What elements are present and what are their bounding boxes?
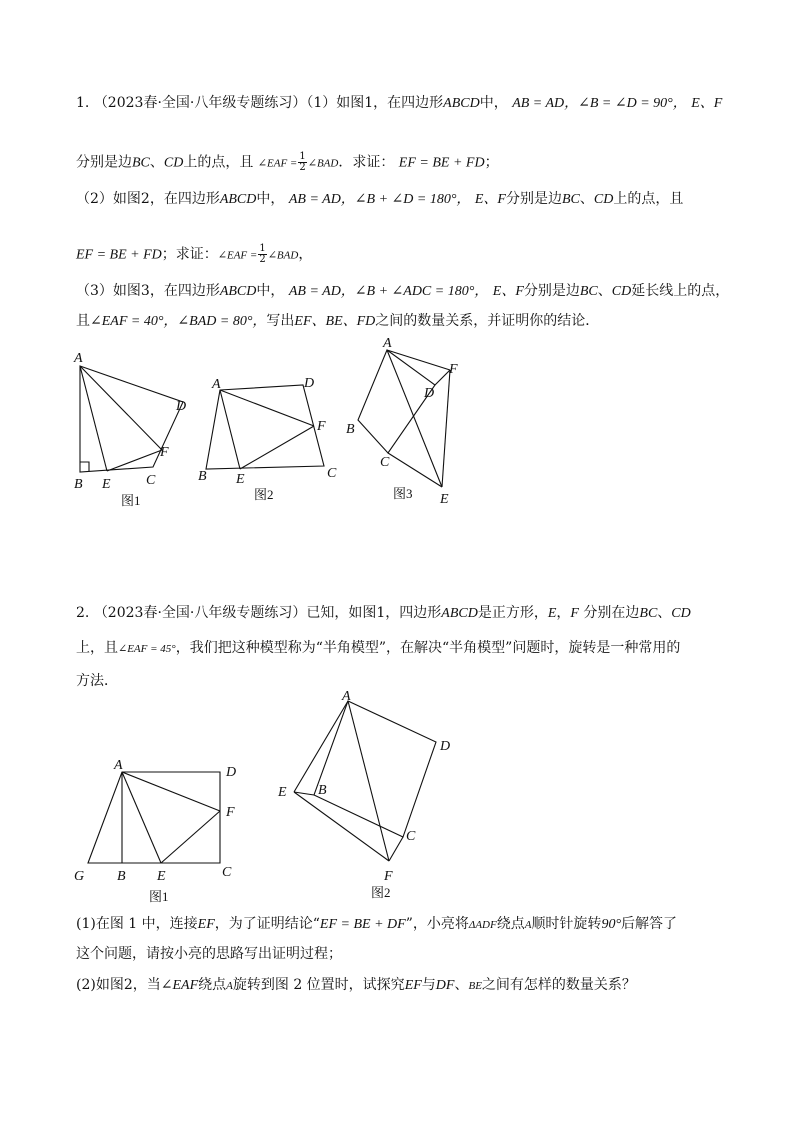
q1-p1-angle-lhs: ∠EAF = (257, 157, 298, 170)
q1-fig2-label-c: C (327, 466, 337, 481)
q2-angle: ∠EAF = 45° (118, 643, 176, 655)
q1-fig3-df (435, 370, 450, 385)
q1-fig2-caption: 图2 (254, 487, 274, 502)
q1-line6 (76, 312, 599, 331)
q1-p1-ef: E、F (691, 96, 723, 111)
q1-fig2-ae (220, 390, 240, 469)
q2-part2-a: (2)如图2，当 (76, 977, 161, 993)
q1-p3-condition: AB = AD，∠B + ∠ADC = 180°， (288, 284, 489, 299)
q1-fig3-ef (442, 370, 450, 487)
q1-fig3-label-a: A (383, 336, 392, 351)
q1-fig1-label-d: D (176, 399, 187, 414)
q2-part1-d: 绕点 (496, 916, 525, 932)
q2-line1 (76, 604, 691, 623)
q2-fig1-ef (161, 811, 220, 863)
q1-p3-ef: E、F (492, 284, 524, 299)
q2-fig2-label-d: D (440, 739, 451, 754)
q1-fig1-right-angle (80, 462, 89, 471)
q1-fig1-af (80, 366, 162, 450)
q2-line3-text: 方法． (76, 673, 118, 689)
q2-part1-degree: 90° (601, 917, 622, 932)
q2-line2 (76, 639, 680, 658)
q2-line3 (76, 672, 118, 690)
q1-p1-frac-num: 1 (299, 151, 306, 162)
q1-p3-intro: （3）如图3，在四边形 (76, 283, 220, 299)
q1-fig2-ef (240, 426, 314, 469)
q1-fig3-ce (388, 453, 442, 487)
q2-part1-line2-text: 这个问题，请按小亮的思路写出证明过程； (76, 946, 342, 962)
q1-p3-segments: EF、BE、FD (294, 314, 376, 329)
q1-p3-bc: BC (579, 284, 598, 299)
q2-part1-b: ，为了证明结论“ (214, 916, 320, 932)
q1-p3-line2c: 之间的数量关系，并证明你的结论． (375, 313, 600, 329)
q1-line5 (76, 282, 729, 301)
q2-fig2-label-e: E (278, 785, 287, 800)
q2-bc: BC (639, 606, 658, 621)
q1-fig2-label-e: E (236, 472, 245, 487)
q2-part2-point: A (226, 980, 233, 992)
q1-p1-cd: CD (163, 155, 184, 171)
q2-fig1-label-d: D (226, 765, 237, 780)
q1-p1-bc: BC (132, 155, 150, 171)
q1-fig3-label-d: D (424, 386, 435, 401)
q1-p3-line2a: 且 (76, 313, 90, 329)
q1-fig1-label-c: C (146, 473, 156, 488)
q1-p1-proof: ．求证： (338, 154, 395, 171)
q1-p2-frac-num: 1 (259, 243, 266, 254)
q1-p2-a: 分别是边 (505, 191, 562, 207)
q2-fig2-caption: 图2 (371, 885, 391, 900)
q2-line2b: ，我们把这种模型称为“半角模型”，在解决“半角模型”问题时，旋转是一种常用的 (175, 640, 681, 656)
q2-figure-2 (276, 688, 456, 898)
q2-part1-goal: EF = BE + DF (319, 917, 406, 932)
q2-part2-ef: EF (404, 978, 422, 993)
q2-part1-point: A (524, 919, 532, 931)
q2-e: E (547, 606, 557, 621)
q1-p1-frac-den: 2 (299, 162, 306, 173)
q1-p2-given: EF = BE + FD (76, 247, 162, 263)
q1-fig3-label-b: B (346, 422, 355, 437)
q2-fig2-af (348, 701, 389, 861)
q2-fig2-ae (294, 701, 348, 792)
q2-part1-f: 后解答了 (621, 916, 678, 932)
q1-p1-angle-rhs: ∠BAD (307, 157, 339, 170)
q2-part2-line (76, 976, 636, 995)
q2-part1-ef: EF (197, 917, 215, 932)
q1-p2-angle-lhs: ∠EAF = (217, 249, 258, 262)
q2-shape: ABCD (441, 606, 478, 621)
q1-p1-sep: 、 (149, 154, 164, 171)
q1-line1 (76, 94, 722, 113)
q1-p3-mid: 中， (256, 283, 285, 299)
q1-fig3-af (387, 350, 450, 370)
q2-fig1-label-b: B (117, 869, 126, 884)
q2-part2-e: 之间有怎样的数量关系？ (481, 977, 636, 993)
q1-p2-frac-den: 2 (259, 254, 266, 265)
q2-number: 2. (76, 605, 90, 621)
q2-source: （2023春·全国·八年级专题练习） (93, 605, 307, 621)
q2-fig2-label-b: B (318, 783, 327, 798)
q2-part2-be: BE (468, 980, 482, 992)
q2-fig1-label-f: F (226, 805, 235, 820)
q1-fig1-label-b: B (74, 477, 83, 492)
q1-fig3-quad (358, 350, 435, 453)
q1-p1-mid: 中， (479, 95, 508, 111)
q2-part2-d: 与 (421, 977, 436, 993)
q2-part1-triangle: ΔADF (468, 919, 497, 931)
q1-fig2-af (220, 390, 314, 426)
q1-fig3-caption: 图3 (393, 486, 413, 501)
q2-fig1-caption: 图1 (149, 889, 169, 904)
q1-fig3-label-c: C (380, 455, 390, 470)
q1-p1-line2a: 分别是边 (76, 154, 132, 171)
q1-fig1-label-e: E (102, 477, 111, 492)
q2-part2-c: 旋转到图 2 位置时，试探究 (232, 977, 405, 993)
q2-part1-line1 (76, 915, 677, 934)
q2-f: F (570, 606, 579, 621)
q1-p2-fraction (258, 244, 266, 265)
q1-p2-ef: E、F (474, 192, 506, 207)
q2-part2-df: DF (435, 978, 455, 993)
q2-fig2-label-c: C (406, 829, 416, 844)
q1-p2-mid: 中， (256, 191, 285, 207)
q1-p1-goal: EF = BE + FD (398, 155, 485, 171)
q1-p3-cd: CD (611, 284, 632, 299)
q2-part1-e: 顺时针旋转 (531, 916, 602, 932)
q2-cd: CD (671, 606, 691, 621)
q1-p2-shape: ABCD (219, 192, 257, 207)
q1-p1-line2b: 上的点，且 (183, 154, 254, 171)
q1-p2-sep: 、 (579, 191, 594, 207)
q1-source: （2023春·全国·八年级专题练习） (93, 95, 307, 111)
q1-p3-b: 延长线上的点， (631, 283, 730, 299)
q2-fig2-label-f: F (384, 869, 393, 884)
q1-p1-fraction (298, 152, 306, 173)
q1-p3-shape: ABCD (219, 284, 257, 299)
q1-p2-cd: CD (593, 192, 614, 207)
q2-part2-sep: 、 (454, 977, 469, 993)
q2-fig1-label-c: C (222, 865, 232, 880)
q2-fig2-cf (389, 837, 403, 861)
q2-fig2-ef (294, 792, 389, 861)
q1-figure-3 (340, 335, 480, 515)
q2-line2a: 上，且 (76, 640, 118, 656)
q2-fig1-square-outline (88, 772, 220, 863)
q2-comma: ， (556, 605, 571, 621)
q2-sep: 、 (657, 605, 672, 621)
q1-line4 (76, 244, 312, 265)
q1-p2-bc: BC (561, 192, 580, 207)
q1-p1-end: ； (484, 154, 499, 171)
q1-p2-end: ， (298, 246, 313, 263)
q2-part1-a: (1)在图 1 中，连接 (76, 916, 198, 932)
q1-p2-condition: AB = AD，∠B + ∠D = 180°， (288, 192, 471, 207)
q1-fig3-label-e: E (440, 492, 449, 507)
q1-p2-b: 上的点，且 (613, 191, 684, 207)
q2-fig2-square (314, 701, 436, 837)
q2-part1-c: ”，小亮将 (405, 916, 469, 932)
q1-figure-2 (196, 370, 346, 530)
q2-fig1-label-g: G (74, 869, 85, 884)
q1-p3-line2b: 写出 (266, 313, 295, 329)
q1-fig3-label-f: F (449, 362, 458, 377)
q1-fig2-label-f: F (317, 419, 326, 434)
q1-p3-condition2: ∠EAF = 40°，∠BAD = 80°， (90, 314, 267, 329)
q2-intro2: 是正方形， (477, 605, 548, 621)
q2-part2-b: 绕点 (198, 977, 227, 993)
q2-part2-angle: ∠EAF (160, 978, 199, 993)
q2-fig1-label-a: A (114, 758, 123, 773)
q1-fig1-label-a: A (74, 351, 83, 366)
q1-p2-angle-rhs: ∠BAD (267, 249, 299, 262)
q1-fig1-ae (80, 366, 107, 471)
q2-part1-line2 (76, 945, 342, 963)
q1-p1-condition: AB = AD，∠B = ∠D = 90°， (512, 96, 687, 111)
q1-p1-intro: （1）如图1，在四边形 (306, 95, 444, 111)
q1-line2 (76, 152, 499, 173)
q1-p3-a: 分别是边 (523, 283, 580, 299)
q1-p3-sep: 、 (597, 283, 612, 299)
q2-fig2-label-a: A (342, 689, 351, 704)
q1-line3 (76, 190, 683, 209)
q1-fig2-label-d: D (304, 376, 315, 391)
q1-p2-intro: （2）如图2，在四边形 (76, 191, 220, 207)
q2-fig1-label-e: E (157, 869, 166, 884)
q1-number: 1. (76, 95, 90, 111)
q1-fig2-label-a: A (212, 377, 221, 392)
q1-fig1-label-f: F (160, 445, 169, 460)
q1-fig1-caption: 图1 (121, 493, 141, 508)
q1-fig2-quad (206, 385, 324, 469)
q1-figure-1 (66, 350, 206, 510)
q1-p1-shape: ABCD (443, 96, 480, 111)
q2-figure-1 (64, 752, 237, 912)
q2-intro: 已知，如图1，四边形 (306, 605, 442, 621)
q1-p2-proof: ；求证： (161, 246, 218, 263)
q2-intro3: 分别在边 (583, 605, 640, 621)
q1-fig2-label-b: B (198, 469, 207, 484)
